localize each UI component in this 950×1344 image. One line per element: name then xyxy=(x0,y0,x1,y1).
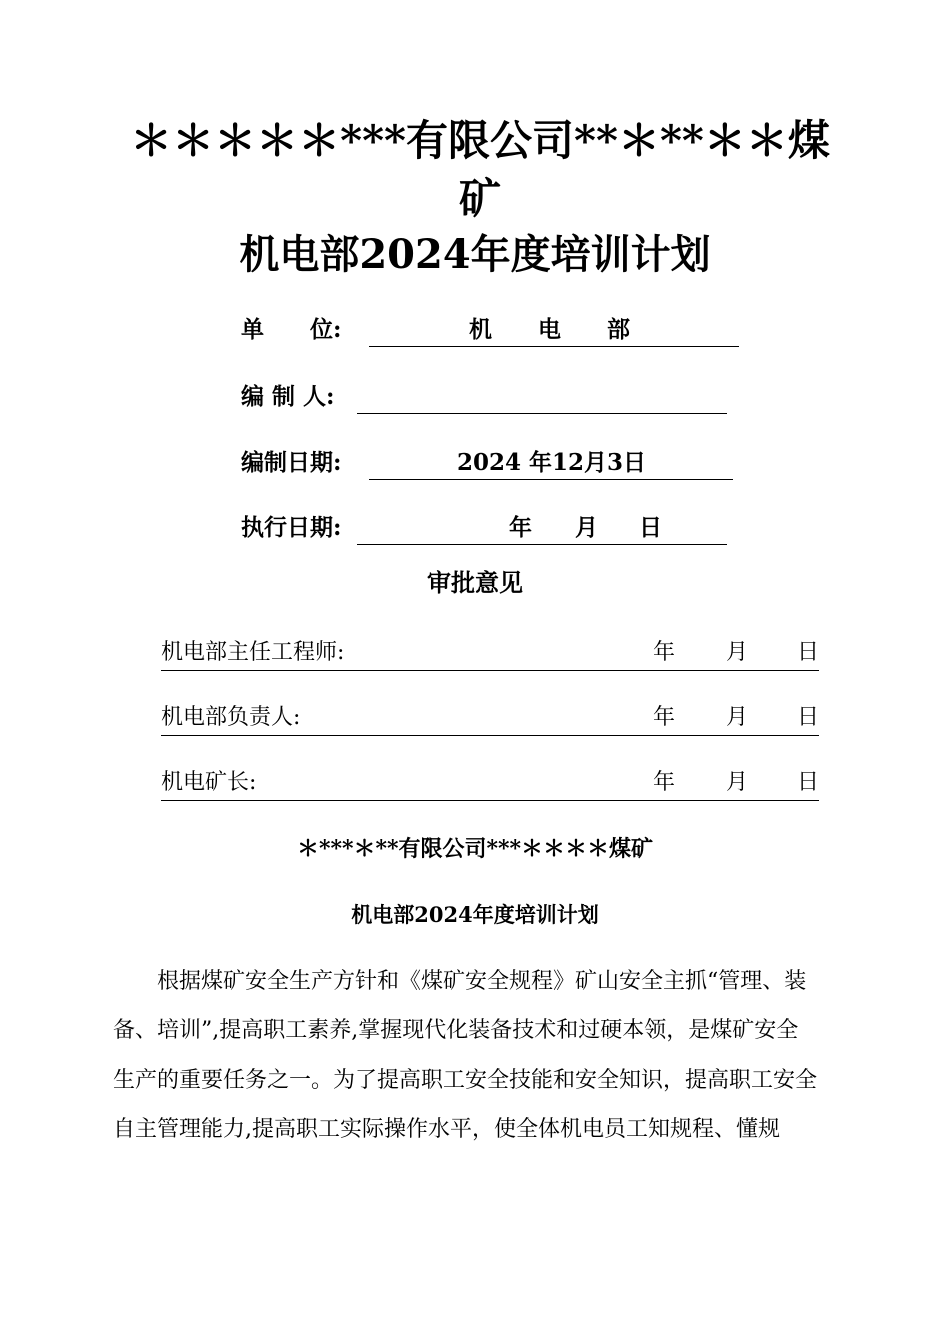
approval-row-label: 机电部主任工程师: xyxy=(161,640,345,665)
exec-date-year: 年 xyxy=(509,514,532,541)
paragraph-line: 根据煤矿安全生产方针和《煤矿安全规程》矿山安全主抓“管理、装 xyxy=(113,969,807,994)
unit-field xyxy=(241,313,741,347)
approval-row-day: 日 xyxy=(797,770,820,795)
editor-label: 编 制 人: xyxy=(241,383,335,410)
edit-date-label: 编制日期: xyxy=(241,449,342,476)
plan-subtitle: 机电部2024年度培训计划 xyxy=(351,902,599,927)
approval-row-year: 年 xyxy=(653,770,676,795)
exec-date-underline xyxy=(357,511,727,545)
approval-row-year: 年 xyxy=(653,705,676,730)
exec-date-label: 执行日期: xyxy=(241,514,342,541)
approval-row-dept-head xyxy=(161,701,819,736)
paragraph-line: 生产的重要任务之一。为了提高职工安全技能和安全知识，提高职工安全 xyxy=(113,1068,818,1093)
cover-title xyxy=(100,112,860,228)
exec-date-day: 日 xyxy=(639,514,662,541)
paragraph-line: 备、培训”,提高职工素养,掌握现代化装备技术和过硬本领，是煤矿安全 xyxy=(113,1018,799,1043)
exec-date-field xyxy=(241,511,741,545)
cover-title-line2: 矿 xyxy=(458,174,501,223)
approval-row-month: 月 xyxy=(726,705,749,730)
company-title: ＊***＊**有限公司***＊＊＊＊煤矿 xyxy=(296,836,654,862)
exec-date-month: 月 xyxy=(575,514,598,541)
editor-field xyxy=(241,380,741,414)
unit-value: 机 电 部 xyxy=(469,316,630,343)
edit-date-field xyxy=(241,446,741,480)
paragraph-line: 自主管理能力,提高职工实际操作水平，使全体机电员工知规程、懂规 xyxy=(113,1117,780,1142)
approval-row-day: 日 xyxy=(797,705,820,730)
unit-label: 单 位: xyxy=(241,316,342,343)
plan-title: 机电部2024年度培训计划 xyxy=(239,231,711,278)
approval-row-label: 机电部负责人: xyxy=(161,705,301,730)
approval-row-chief-engineer xyxy=(161,636,819,671)
approval-row-year: 年 xyxy=(653,640,676,665)
approval-row-month: 月 xyxy=(726,640,749,665)
edit-date-value: 2024 年12月3日 xyxy=(457,449,647,476)
approval-row-label: 机电矿长: xyxy=(161,770,257,795)
cover-title-line1: ＊＊＊＊＊***有限公司**＊**＊＊煤 xyxy=(130,116,830,165)
editor-underline xyxy=(357,380,727,414)
approval-row-month: 月 xyxy=(726,770,749,795)
approval-row-day: 日 xyxy=(797,640,820,665)
approval-heading: 审批意见 xyxy=(427,568,523,597)
approval-row-mine-director xyxy=(161,766,819,801)
